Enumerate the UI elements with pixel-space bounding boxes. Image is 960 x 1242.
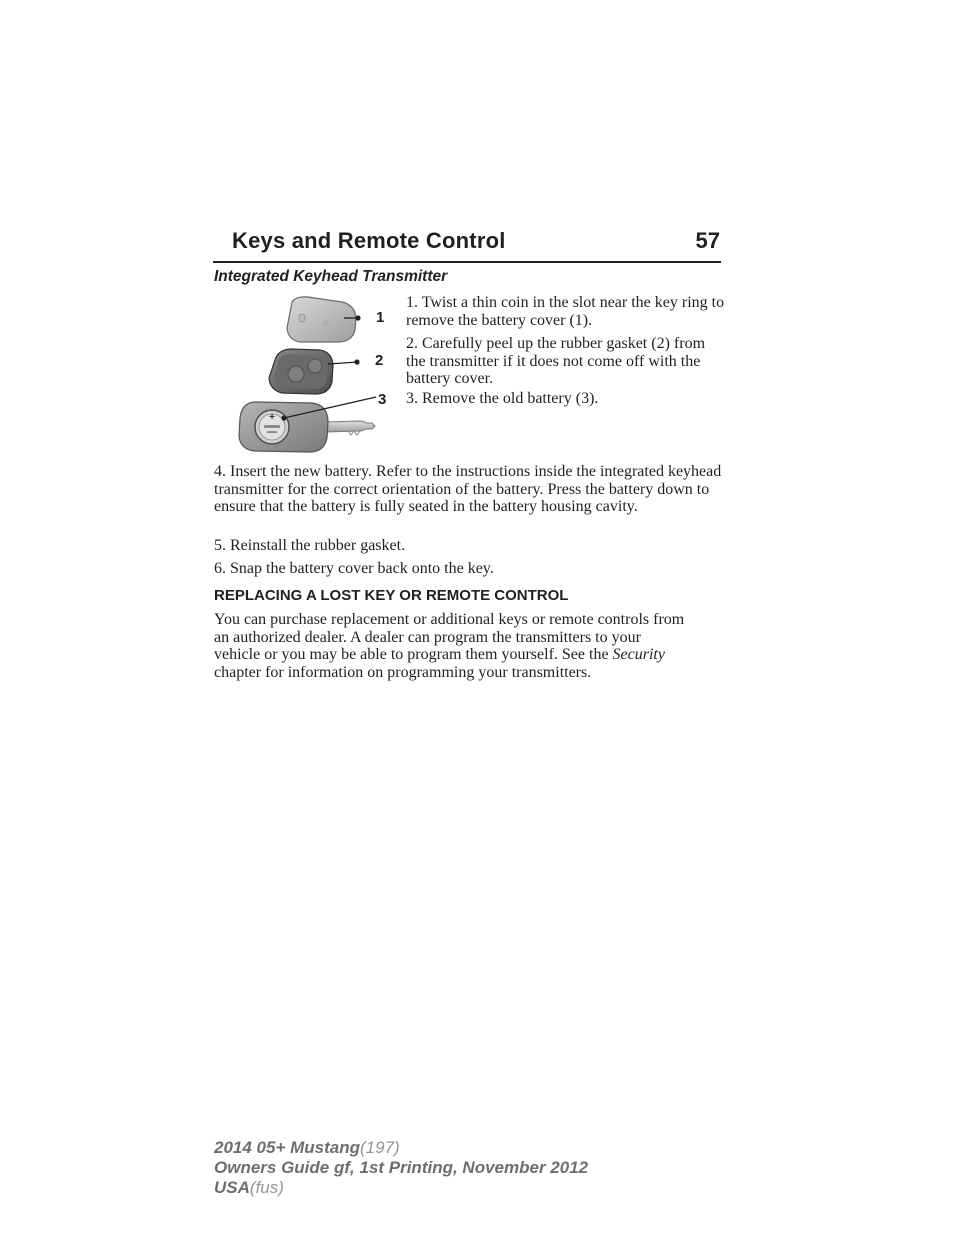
footer-market-code: (fus) — [249, 1178, 284, 1197]
step-4-text: 4. Insert the new battery. Refer to the instructions inside the integrated keyhead transmitter for the correct orientation of the battery. Press the battery down to ensure that the battery is fully seated in the battery housing cavity. — [214, 463, 722, 515]
rubber-gasket-part — [269, 349, 360, 394]
step-1-text: 1. Twist a thin coin in the slot near the key ring to remove the battery cover (1). — [406, 294, 725, 329]
footer-line-2: Owners Guide gf, 1st Printing, November 2012 — [214, 1158, 589, 1177]
chapter-title: Keys and Remote Control — [232, 228, 506, 253]
step-3-text: 3. Remove the old battery (3). — [406, 390, 599, 407]
section-body-text: vehicle or you may be able to program them yourself. See the — [214, 646, 613, 663]
security-chapter-reference: Security — [612, 646, 665, 663]
footer — [214, 1138, 588, 1198]
section-body-line — [214, 646, 734, 664]
keyhead-transmitter-figure — [230, 290, 395, 460]
footer-line-3 — [214, 1178, 588, 1198]
callout-1: 1 — [376, 309, 385, 326]
footer-line-1 — [214, 1138, 588, 1158]
callout-3: 3 — [378, 391, 387, 408]
subsection-heading: Integrated Keyhead Transmitter — [214, 268, 448, 285]
callout-2: 2 — [375, 352, 384, 369]
svg-text:+: + — [269, 412, 275, 423]
step-6-text: 6. Snap the battery cover back onto the key. — [214, 560, 494, 577]
section-body-line: chapter for information on programming your transmitters. — [214, 663, 592, 681]
section-body-line: You can purchase replacement or additional keys or remote controls from — [214, 611, 685, 628]
step-5-text: 5. Reinstall the rubber gasket. — [214, 537, 406, 554]
page-number: 57 — [695, 228, 720, 253]
step-2-text: 2. Carefully peel up the rubber gasket (2) from the transmitter if it does not come off with the battery cover. — [406, 335, 706, 387]
footer-market: USA — [214, 1178, 250, 1197]
footer-page-ref: (197) — [360, 1138, 400, 1157]
section-body-line: an authorized dealer. A dealer can program the transmitters to your — [214, 628, 641, 646]
battery-cover-part — [287, 297, 361, 342]
section-body — [214, 611, 734, 681]
header-rule — [213, 261, 721, 263]
key-with-battery-part — [239, 397, 376, 452]
footer-model: 2014 05+ Mustang — [214, 1138, 360, 1157]
section-heading: REPLACING A LOST KEY OR REMOTE CONTROL — [214, 587, 569, 604]
